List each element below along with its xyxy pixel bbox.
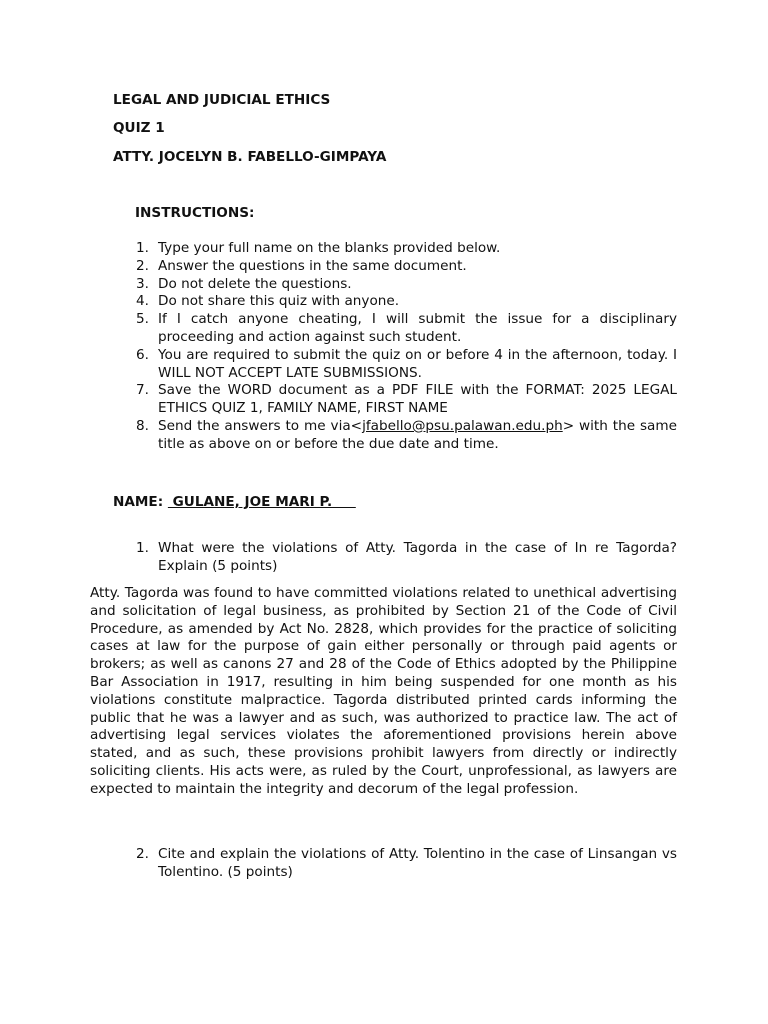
question-2	[112, 846, 677, 882]
instructor-name: ATTY. JOCELYN B. FABELLO-GIMPAYA	[113, 149, 387, 165]
course-title: LEGAL AND JUDICIAL ETHICS	[113, 92, 331, 108]
question-item: 2. Cite and explain the violations of Atty. Tolentino in the case of Linsangan vs Tolentino. (5 points)	[136, 846, 677, 880]
instructions-list	[112, 240, 677, 454]
instruction-item: 6. You are required to submit the quiz on or before 4 in the afternoon, today. I WILL NOT ACCEPT LATE SUBMISSIONS.	[136, 346, 677, 381]
quiz-title: QUIZ 1	[113, 120, 165, 136]
instruction-item: 3. Do not delete the questions.	[136, 275, 352, 292]
instruction-item: 1. Type your full name on the blanks provided below.	[136, 240, 501, 256]
email-link[interactable]: jfabello@psu.palawan.edu.ph	[362, 417, 563, 434]
instruction-item: 7. Save the WORD document as a PDF FILE with the FORMAT: 2025 LEGAL ETHICS QUIZ 1, FAMILY NAME, FIRST NAME	[136, 382, 677, 417]
name-label: NAME:	[113, 494, 168, 510]
student-name-row	[113, 494, 356, 512]
question-1	[112, 540, 677, 576]
instruction-item: 5. If I catch anyone cheating, I will submit the issue for a disciplinary proceeding and action against such student.	[136, 311, 677, 345]
instructions-title: INSTRUCTIONS:	[135, 205, 255, 221]
instruction-item: 4. Do not share this quiz with anyone.	[136, 293, 400, 310]
student-name: GULANE, JOE MARI P.	[167, 494, 356, 510]
instruction-item: 2. Answer the questions in the same document.	[136, 257, 467, 274]
question-item: 1. What were the violations of Atty. Tagorda in the case of In re Tagorda? Explain (5 points)	[136, 540, 677, 574]
answer-1: Atty. Tagorda was found to have committed violations related to unethical advertising and solicitation of legal business, as prohibited by Section 21 of the Code of Civil Procedure, as amended by Act No. 2828, which provides for the practice of soliciting cases at law for the purpose of gain either personally or through paid agents or brokers; as well as canons 27 and 28 of the Code of Ethics adopted by the Philippine Bar Association in 1917, resulting in him being suspended for one month as his violations constitute malpractice. Tagorda distributed printed cards informing the public that he was a lawyer and as such, was authorized to practice law. The act of advertising legal services violates the aforementioned provisions herein above stated, and as such, these provisions prohibit lawyers from directly or indirectly soliciting clients. His acts were, as ruled by the Court, unprofessional, as lawyers are expected to maintain the integrity and decorum of the legal profession.	[90, 585, 677, 797]
instruction-item: 8. Send the answers to me via<jfabello@psu.palawan.edu.ph> with the same title as above on or before the due date and time.	[136, 417, 677, 452]
